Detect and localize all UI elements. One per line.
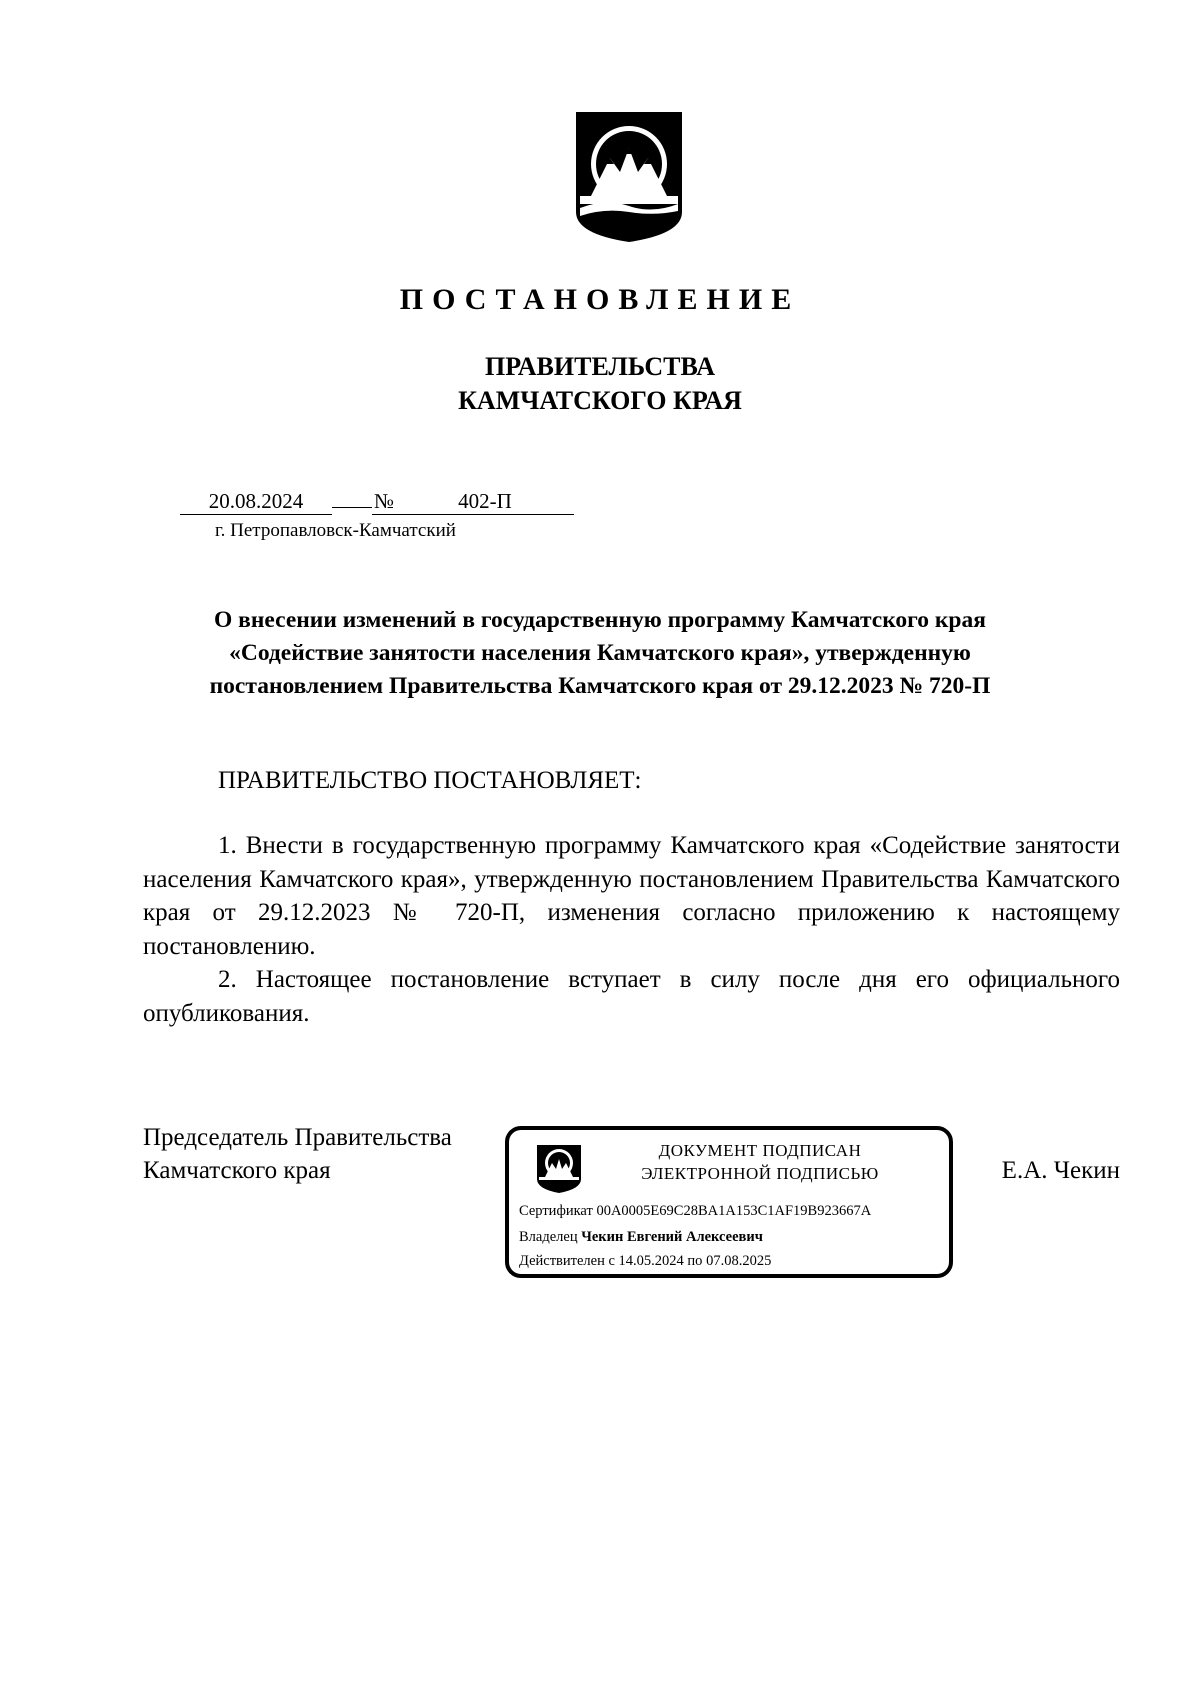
resolution-heading: ПРАВИТЕЛЬСТВО ПОСТАНОВЛЯЕТ: [218,767,642,794]
stamp-emblem-icon [535,1141,583,1193]
stamp-header-line-2: ЭЛЕКТРОННОЙ ПОДПИСЬЮ [641,1164,879,1183]
certificate-label: Сертификат [519,1203,593,1219]
signer-position-line-1: Председатель Правительства [143,1124,452,1151]
valid-from-label: с [608,1253,615,1269]
subject-line-3: постановлением Правительства Камчатского края от 29.12.2023 № 720-П [209,673,991,699]
owner-row [519,1229,763,1246]
owner-label: Владелец [519,1229,578,1245]
certificate-row [519,1203,871,1220]
coat-of-arms-emblem [576,112,682,242]
document-subject [0,604,1200,703]
valid-to-label: по [687,1253,703,1269]
paragraph-1: 1. Внести в государственную программу Камчатского края «Содействие занятости населения Камчатского края», утвержденную постановлением Правительства Камчатского края от 29.12.2023 № 720-П, изменения согласно приложению к настоящему постановлению. [143,832,1120,960]
document-type-title: ПОСТАНОВЛЕНИЕ [399,283,801,316]
issuer-line-2: КАМЧАТСКОГО КРАЯ [458,386,742,415]
valid-from-date: 14.05.2024 [618,1253,684,1269]
paragraph-2: 2. Настоящее постановление вступает в силу после дня его официального опубликования. [143,966,1120,1027]
validity-label: Действителен [519,1253,605,1269]
valid-to-date: 07.08.2025 [706,1253,772,1269]
issuer-line-1: ПРАВИТЕЛЬСТВА [485,352,715,381]
date-number-line [180,489,574,515]
number-sign: № [373,489,395,513]
signer-name: Е.А. Чекин [1001,1157,1120,1184]
city-name: г. Петропавловск-Камчатский [215,520,456,541]
subject-line-1: О внесении изменений в государственную программу Камчатского края [214,607,986,633]
certificate-value: 00A0005E69C28BA1A153C1AF19B923667A [596,1203,872,1219]
document-date: 20.08.2024 [180,489,332,515]
signer-position-line-2: Камчатского края [143,1157,331,1184]
document-number: 402-П [396,489,574,515]
subject-line-2: «Содействие занятости населения Камчатского края», утвержденную [229,640,971,666]
validity-row [519,1253,771,1270]
owner-value: Чекин Евгений Алексеевич [581,1229,763,1245]
stamp-header-line-1: ДОКУМЕНТ ПОДПИСАН [658,1141,862,1160]
